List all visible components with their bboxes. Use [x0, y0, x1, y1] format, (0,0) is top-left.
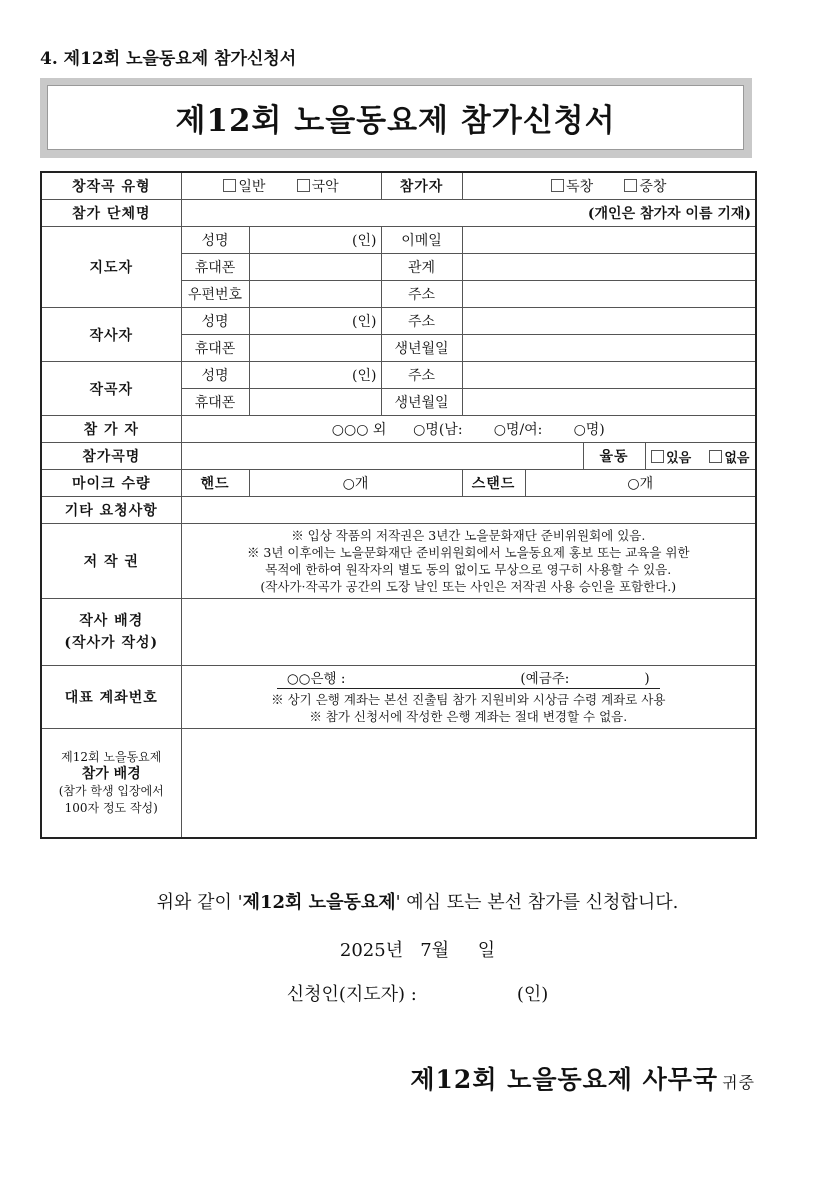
lyricist-birth-field[interactable]	[462, 335, 756, 362]
solo-label: 독창	[566, 179, 594, 195]
checkbox-ensemble[interactable]	[624, 179, 637, 192]
instructor-email-field[interactable]	[462, 227, 756, 254]
song-type-row	[41, 172, 756, 200]
dance-options	[645, 443, 756, 470]
lyricist-name-label: 성명	[181, 308, 249, 335]
instructor-relation-label: 관계	[381, 254, 462, 281]
participants-leader: ○○○ 외	[331, 422, 387, 438]
lyricist-phone-label: 휴대폰	[181, 335, 249, 362]
office-name: 제12회 노을동요제 사무국	[410, 1065, 719, 1094]
instructor-email-label: 이메일	[381, 227, 462, 254]
motivation-row	[41, 729, 756, 839]
hand-mic-label: 핸드	[181, 470, 249, 497]
song-name-label: 참가곡명	[41, 443, 181, 470]
team-name-field[interactable]	[181, 200, 756, 227]
copyright-line-3: 목적에 한하여 원작자의 별도 동의 없이도 무상으로 영구히 사용할 수 있음.	[265, 562, 672, 577]
office-suffix: 귀중	[722, 1073, 755, 1092]
instructor-postal-field[interactable]	[249, 281, 381, 308]
participants-female: ○명)	[573, 422, 605, 438]
form-title: 제12회 노을동요제 참가신청서	[47, 85, 744, 150]
composer-address-label: 주소	[381, 362, 462, 389]
other-request-row	[41, 497, 756, 524]
lyricist-phone-field[interactable]	[249, 335, 381, 362]
application-form	[40, 171, 757, 839]
ensemble-label: 중창	[639, 179, 667, 195]
checkbox-general[interactable]	[223, 179, 236, 192]
stand-mic-count: ○개	[627, 476, 654, 492]
participants-count-field[interactable]	[181, 416, 756, 443]
composer-name-field[interactable]	[249, 362, 381, 389]
stand-mic-label: 스탠드	[462, 470, 525, 497]
instructor-relation-field[interactable]	[462, 254, 756, 281]
instructor-phone-label: 휴대폰	[181, 254, 249, 281]
dance-label: 율동	[583, 443, 645, 470]
song-type-general-label: 일반	[238, 179, 266, 195]
applicant-line	[0, 980, 835, 1006]
participants-total: ○명(남:	[413, 422, 463, 438]
statement-post: ' 예심 또는 본선 참가를 신청합니다.	[395, 892, 679, 913]
team-name-note: (개인은 참가자 이름 기재)	[587, 206, 752, 222]
lyricist-name-field[interactable]	[249, 308, 381, 335]
other-request-label: 기타 요청사항	[41, 497, 181, 524]
copyright-line-2: ※ 3년 이후에는 노을문화재단 준비위원회에서 노을동요제 홍보 또는 교육을 위한	[246, 545, 690, 560]
applicant-label: 신청인(지도자) :	[286, 984, 417, 1005]
checkbox-dance-yes[interactable]	[651, 450, 664, 463]
participants-count-row	[41, 416, 756, 443]
lyricist-birth-label: 생년월일	[381, 335, 462, 362]
checkbox-gugak[interactable]	[297, 179, 310, 192]
checkbox-solo[interactable]	[551, 179, 564, 192]
instructor-address-label: 주소	[381, 281, 462, 308]
application-statement	[0, 888, 835, 914]
bank-label: ○○은행 :	[286, 670, 346, 687]
instructor-seal: (인)	[352, 233, 377, 249]
office-signoff	[410, 1060, 755, 1096]
team-name-row	[41, 200, 756, 227]
mic-row	[41, 470, 756, 497]
motivation-label-line-2: 참가 배경	[81, 766, 141, 782]
hand-mic-count: ○개	[342, 476, 369, 492]
motivation-field[interactable]	[181, 729, 756, 839]
song-name-field[interactable]	[181, 443, 583, 470]
lyrics-background-field[interactable]	[181, 599, 756, 666]
copyright-row	[41, 524, 756, 599]
title-frame	[40, 78, 752, 158]
participants-male: ○명/여:	[493, 422, 543, 438]
song-type-options	[181, 172, 381, 200]
song-type-gugak-label: 국악	[311, 179, 339, 195]
song-name-row	[41, 443, 756, 470]
composer-seal: (인)	[352, 368, 377, 384]
section-heading: 4. 제12회 노을동요제 참가신청서	[40, 49, 297, 69]
account-input-line[interactable]	[277, 671, 660, 689]
stand-mic-field[interactable]	[525, 470, 756, 497]
composer-label: 작곡자	[41, 362, 181, 416]
instructor-phone-field[interactable]	[249, 254, 381, 281]
composer-phone-label: 휴대폰	[181, 389, 249, 416]
participants-label: 참 가 자	[41, 416, 181, 443]
checkbox-dance-no[interactable]	[709, 450, 722, 463]
lyricist-address-field[interactable]	[462, 308, 756, 335]
copyright-label: 저 작 권	[41, 524, 181, 599]
instructor-label: 지도자	[41, 227, 181, 308]
participant-type-options	[462, 172, 756, 200]
motivation-label	[41, 729, 181, 839]
lyrics-background-label	[41, 599, 181, 666]
lyricist-seal: (인)	[352, 314, 377, 330]
hand-mic-field[interactable]	[249, 470, 462, 497]
account-row	[41, 666, 756, 729]
instructor-name-label: 성명	[181, 227, 249, 254]
dance-no-label: 없음	[724, 450, 750, 466]
instructor-address-field[interactable]	[462, 281, 756, 308]
lyricist-label: 작사자	[41, 308, 181, 362]
song-type-label: 창작곡 유형	[41, 172, 181, 200]
statement-pre: 위와 같이 '	[156, 892, 243, 913]
instructor-name-field[interactable]	[249, 227, 381, 254]
applicant-seal: (인)	[516, 984, 549, 1005]
other-request-field[interactable]	[181, 497, 756, 524]
application-date: 2025년 7월 일	[339, 940, 496, 961]
dance-yes-label: 있음	[666, 450, 692, 466]
copyright-line-4: (작사가·작곡가 공간의 도장 날인 또는 사인은 저작권 사용 승인을 포함한다.)	[260, 579, 677, 594]
mic-label: 마이크 수량	[41, 470, 181, 497]
statement-event: 제12회 노을동요제	[242, 892, 396, 913]
lyricist-address-label: 주소	[381, 308, 462, 335]
composer-address-field[interactable]	[462, 362, 756, 389]
composer-name-label: 성명	[181, 362, 249, 389]
lyrics-background-title: 작사 배경	[79, 613, 144, 629]
account-holder-close: )	[644, 670, 650, 687]
composer-phone-field[interactable]	[249, 389, 381, 416]
motivation-label-line-4: 100자 정도 작성)	[64, 801, 158, 815]
copyright-line-1: ※ 입상 작품의 저작권은 3년간 노을문화재단 준비위원회에 있음.	[291, 528, 646, 543]
account-note-2: ※ 참가 신청서에 작성한 은행 계좌는 절대 변경할 수 없음.	[309, 708, 628, 724]
instructor-postal-label: 우편번호	[181, 281, 249, 308]
account-field[interactable]	[181, 666, 756, 729]
account-label: 대표 계좌번호	[41, 666, 181, 729]
copyright-notice	[181, 524, 756, 599]
motivation-label-line-3: (참가 학생 입장에서	[58, 784, 164, 798]
account-note-1: ※ 상기 은행 계좌는 본선 진출팀 참가 지원비와 시상금 수령 계좌로 사용	[271, 691, 666, 707]
lyrics-background-subtitle: (작사가 작성)	[64, 635, 159, 651]
account-holder-label: (예금주:	[520, 670, 570, 687]
lyrics-background-row	[41, 599, 756, 666]
team-name-label: 참가 단체명	[41, 200, 181, 227]
motivation-label-line-1: 제12회 노을동요제	[61, 750, 162, 764]
composer-birth-field[interactable]	[462, 389, 756, 416]
composer-birth-label: 생년월일	[381, 389, 462, 416]
participant-type-label: 참가자	[381, 172, 462, 200]
